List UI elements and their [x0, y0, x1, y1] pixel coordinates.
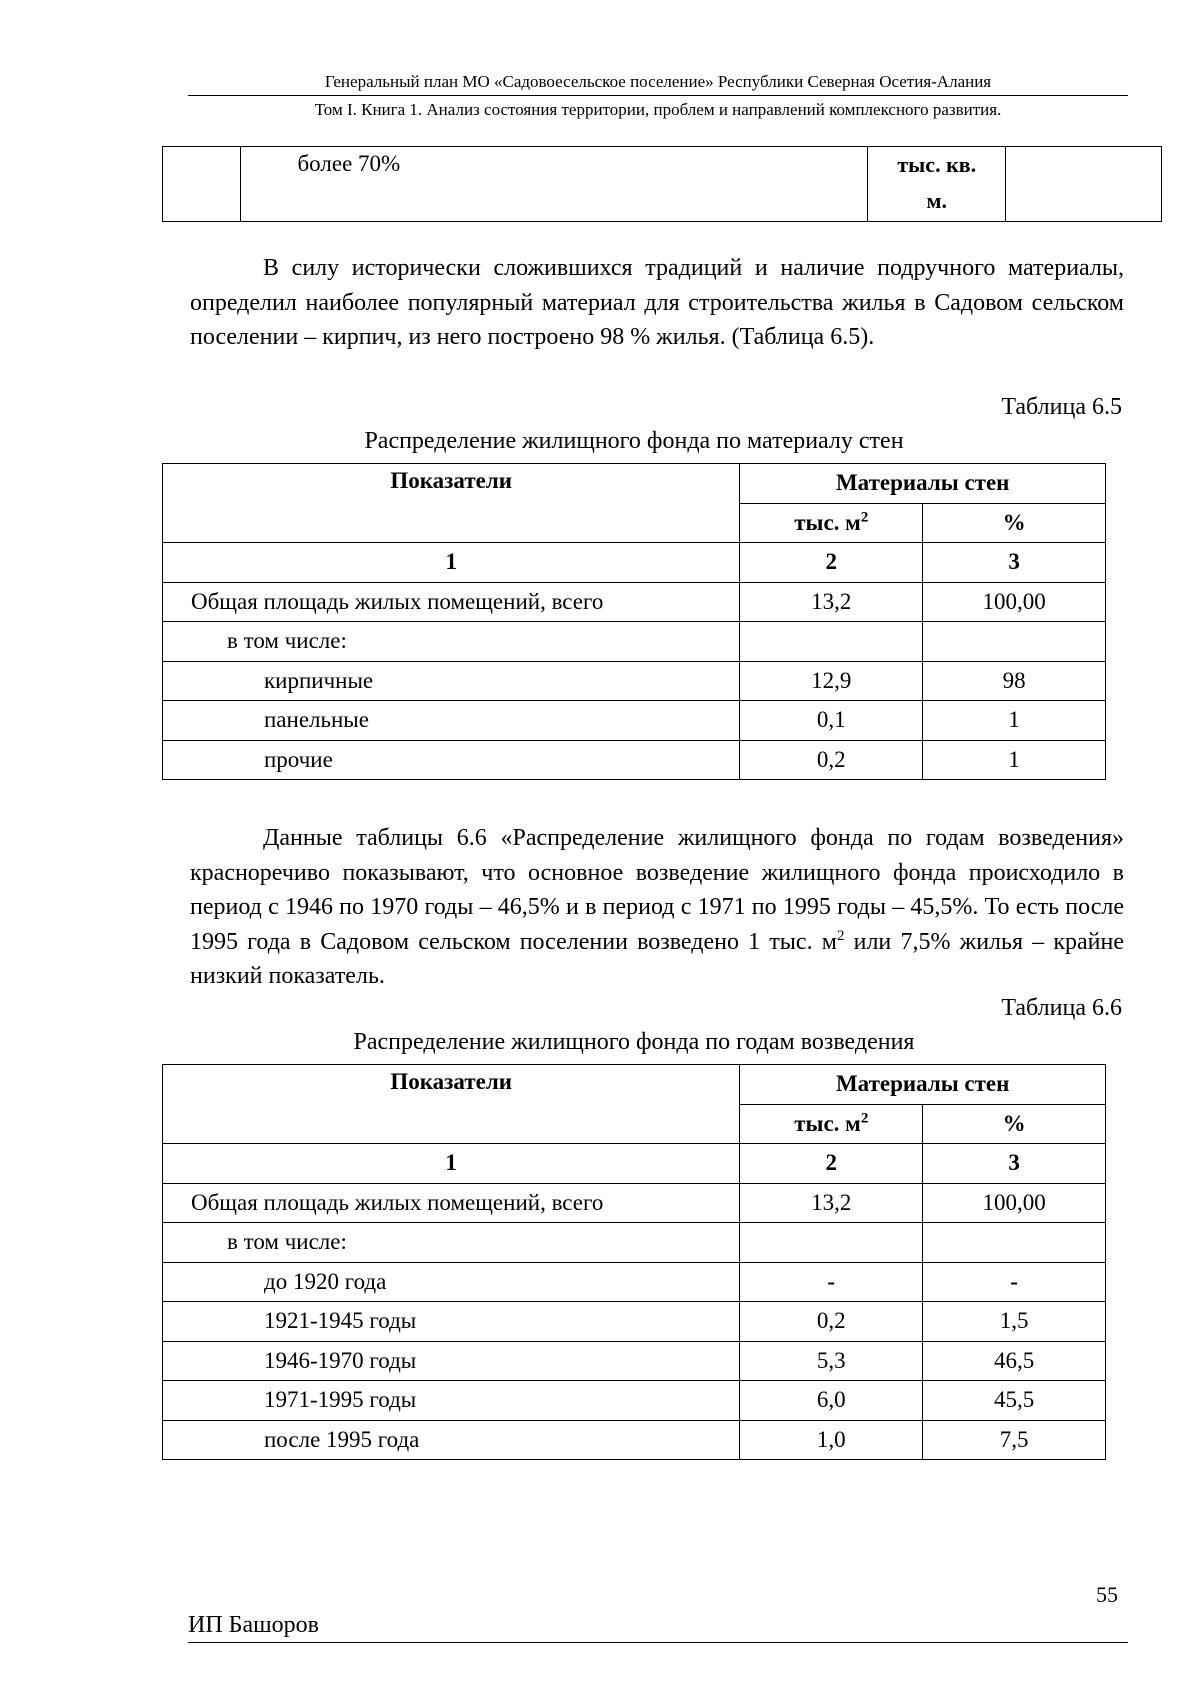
header-indicators: Показатели — [163, 464, 740, 543]
cell-value: 0,1 — [740, 701, 923, 741]
header-unit-text: тыс. м — [794, 1110, 861, 1136]
footer-divider — [188, 1642, 1128, 1643]
row-label: в том числе: — [163, 622, 740, 662]
table-row — [163, 1302, 1106, 1342]
header-wall-materials: Материалы стен — [740, 464, 1106, 504]
table-unit-cell — [868, 147, 1006, 222]
table-6-5 — [162, 463, 1106, 780]
column-number-row — [163, 543, 1106, 583]
running-header-subtitle: Том I. Книга 1. Анализ состояния территории, проблем и направлений комплексного развития. — [314, 100, 1002, 119]
table-cell: более 70% — [241, 147, 868, 222]
unit-line: м. — [926, 188, 947, 213]
header-wall-materials: Материалы стен — [740, 1065, 1106, 1105]
table-row — [163, 1420, 1106, 1460]
continued-table-fragment — [162, 146, 1162, 222]
page-number: 55 — [1096, 1582, 1118, 1607]
header-unit — [740, 1104, 923, 1144]
row-label: 1946-1970 годы — [163, 1341, 740, 1381]
header-unit — [740, 503, 923, 543]
header-percent: % — [923, 1104, 1106, 1144]
cell-percent: 100,00 — [923, 1183, 1106, 1223]
column-number: 1 — [163, 1144, 740, 1184]
row-label: панельные — [163, 701, 740, 741]
paragraph — [190, 251, 1124, 355]
row-label: 1971-1995 годы — [163, 1381, 740, 1421]
row-label: до 1920 года — [163, 1262, 740, 1302]
table-cell — [163, 147, 241, 222]
cell-value: 13,2 — [740, 582, 923, 622]
cell-percent: 98 — [923, 661, 1106, 701]
cell-percent: 45,5 — [923, 1381, 1106, 1421]
cell-value: - — [740, 1262, 923, 1302]
table-row — [163, 1223, 1106, 1263]
table-cell — [1006, 147, 1162, 222]
cell-percent: - — [923, 1262, 1106, 1302]
table-caption: Распределение жилищного фонда по годам возведения — [353, 1029, 915, 1055]
table-6-6 — [162, 1064, 1106, 1460]
table-row — [163, 1381, 1106, 1421]
column-number-row — [163, 1144, 1106, 1184]
superscript: 2 — [836, 927, 845, 944]
cell-percent: 1,5 — [923, 1302, 1106, 1342]
cell-value: 5,3 — [740, 1341, 923, 1381]
table-header-row — [163, 1065, 1106, 1105]
cell-value: 6,0 — [740, 1381, 923, 1421]
superscript: 2 — [860, 509, 869, 526]
cell-value: 0,2 — [740, 1302, 923, 1342]
table-row — [163, 622, 1106, 662]
cell-value — [740, 1223, 923, 1263]
superscript: 2 — [860, 1110, 869, 1127]
paragraph-text-part: или 7,5% жилья – крайне низкий показатель. — [190, 928, 1124, 989]
cell-percent: 1 — [923, 740, 1106, 780]
row-label: после 1995 года — [163, 1420, 740, 1460]
table-row — [163, 147, 1162, 222]
column-number: 3 — [923, 1144, 1106, 1184]
running-header-title: Генеральный план МО «Садовоесельское поселение» Республики Северная Осетия-Алания — [324, 72, 992, 91]
table-row — [163, 661, 1106, 701]
cell-percent: 100,00 — [923, 582, 1106, 622]
row-label: прочие — [163, 740, 740, 780]
column-number: 3 — [923, 543, 1106, 583]
cell-percent: 7,5 — [923, 1420, 1106, 1460]
header-unit-text: тыс. м — [794, 509, 861, 535]
paragraph-text: В силу исторически сложившихся традиций и наличие подручного материалы, определил наиболее популярный материал для строительства жилья в Садовом сельском поселении – кирпич, из него построено 98 % жилья. (Таблица 6.5). — [190, 255, 1124, 350]
cell-value — [740, 622, 923, 662]
column-number: 2 — [740, 543, 923, 583]
footer-author: ИП Башоров — [188, 1612, 319, 1638]
paragraph-text — [190, 821, 1124, 994]
table-row — [163, 582, 1106, 622]
row-label: в том числе: — [163, 1223, 740, 1263]
table-label: Таблица 6.5 — [1001, 394, 1122, 420]
table-label: Таблица 6.6 — [1001, 995, 1122, 1021]
cell-value: 0,2 — [740, 740, 923, 780]
table-row — [163, 1341, 1106, 1381]
cell-percent: 46,5 — [923, 1341, 1106, 1381]
unit-line: тыс. кв. — [897, 152, 977, 177]
cell-value: 13,2 — [740, 1183, 923, 1223]
header-divider — [188, 95, 1128, 96]
row-label: Общая площадь жилых помещений, всего — [163, 582, 740, 622]
header-indicators: Показатели — [163, 1065, 740, 1144]
cell-percent — [923, 622, 1106, 662]
cell-value: 1,0 — [740, 1420, 923, 1460]
table-header-row — [163, 464, 1106, 504]
table-caption: Распределение жилищного фонда по материалу стен — [364, 428, 904, 454]
cell-value: 12,9 — [740, 661, 923, 701]
table-row — [163, 1183, 1106, 1223]
header-percent: % — [923, 503, 1106, 543]
table-row — [163, 1262, 1106, 1302]
row-label: кирпичные — [163, 661, 740, 701]
column-number: 1 — [163, 543, 740, 583]
table-row — [163, 701, 1106, 741]
row-label: Общая площадь жилых помещений, всего — [163, 1183, 740, 1223]
cell-percent — [923, 1223, 1106, 1263]
table-row — [163, 740, 1106, 780]
paragraph — [190, 821, 1124, 994]
cell-percent: 1 — [923, 701, 1106, 741]
row-label: 1921-1945 годы — [163, 1302, 740, 1342]
column-number: 2 — [740, 1144, 923, 1184]
paragraph-text-part: Данные таблицы 6.6 «Распределение жилищного фонда по годам возведения» красноречиво показывают, что основное возведение жилищного фонда происходило в период с 1946 по 1970 годы – 46,5% и в период с 1971 по 1995 годы – 45,5%. То есть после 1995 года в Садовом сельском поселении возведено 1 тыс. м — [190, 825, 1124, 955]
